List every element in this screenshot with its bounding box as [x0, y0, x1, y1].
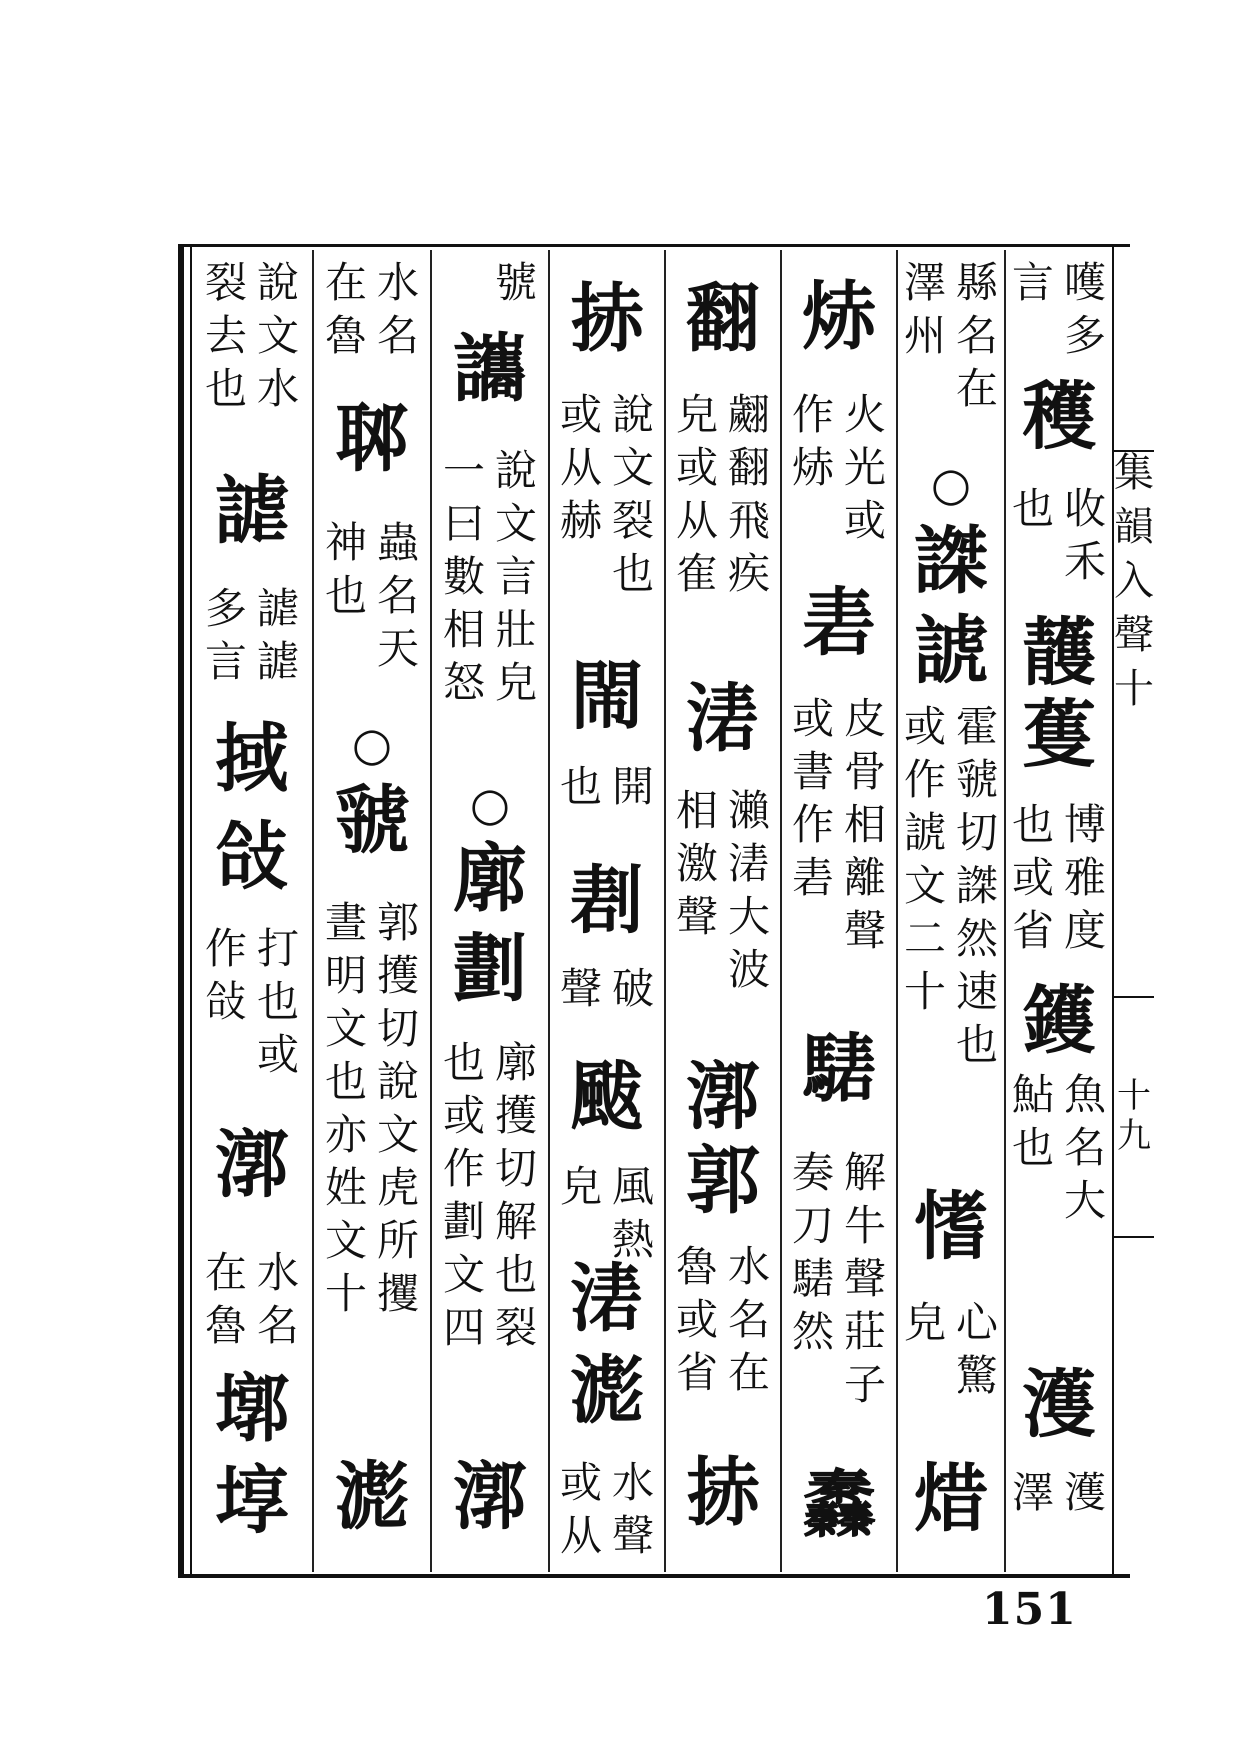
- gloss: [432, 256, 548, 309]
- gloss-line: 皃或从隺: [675, 390, 718, 598]
- headword: 剨: [570, 858, 644, 944]
- gloss-line: 神也: [324, 518, 367, 620]
- headword: 讗: [453, 326, 527, 412]
- headword: 湱: [570, 1256, 644, 1342]
- gloss-line: 作敆: [204, 924, 247, 1026]
- gloss-line: 博雅度: [1063, 800, 1106, 955]
- gloss-line: [440, 256, 488, 309]
- text-column-2: [898, 256, 1004, 1566]
- gloss-line: 也: [559, 762, 602, 811]
- gloss-line: 霍虢切謋然速也: [955, 702, 998, 1069]
- gloss-line: 一曰數相怒: [442, 446, 485, 707]
- gloss: [550, 1160, 664, 1266]
- text-column-6: [432, 256, 548, 1566]
- headword: 鑊: [1022, 978, 1096, 1064]
- gloss-line: 廓擭切解也裂: [494, 1038, 537, 1352]
- gloss-line: 鮎也: [1011, 1070, 1054, 1172]
- headword: 濩: [1022, 1362, 1096, 1448]
- margin-tick: [1114, 996, 1154, 998]
- gloss-line: 解牛聲莊子: [843, 1148, 886, 1409]
- section-circle: ○: [469, 777, 511, 831]
- gloss-line: 說文水: [256, 258, 299, 413]
- gloss-line: 魯或省: [675, 1242, 718, 1397]
- gloss-line: 瀨湱大波: [727, 786, 770, 994]
- headword: 䆐: [802, 1462, 876, 1548]
- gloss-line: 開: [611, 762, 654, 811]
- gloss-line: 澤州: [903, 258, 946, 360]
- headword: 敆: [215, 814, 289, 900]
- gloss-line: 水名在: [727, 1242, 770, 1397]
- headword: 捇: [570, 276, 644, 362]
- gloss-line: 心驚: [955, 1298, 998, 1400]
- gloss-line: 或作諕文二十: [903, 702, 946, 1016]
- gloss: [782, 692, 896, 957]
- gloss-line: 皃: [903, 1298, 946, 1347]
- gloss-line: 郭擭切說文虎所攫: [376, 898, 419, 1318]
- gloss-line: 打也或: [256, 924, 299, 1079]
- gloss-line: 蟲名天: [376, 518, 419, 673]
- headword: 焃: [802, 274, 876, 360]
- headword: 閙: [570, 654, 644, 740]
- section-circle: ○: [930, 457, 972, 511]
- gloss-line: 奏刀騞然: [791, 1148, 834, 1356]
- headword: 捇: [686, 1450, 760, 1536]
- gloss: [194, 1246, 310, 1352]
- gloss-line: 聲: [559, 964, 602, 1013]
- text-column-5: [550, 256, 664, 1566]
- gloss-line: 火光或: [843, 390, 886, 545]
- text-column-8: [194, 256, 310, 1566]
- gloss-line: 皮骨相離聲: [843, 694, 886, 955]
- headword: 漷: [215, 1122, 289, 1208]
- headword: 郰: [335, 396, 409, 482]
- text-column-7: [314, 256, 430, 1566]
- gloss: [194, 256, 310, 415]
- headword: 諕: [914, 608, 988, 694]
- headword: 謋: [914, 518, 988, 604]
- gloss: [314, 516, 430, 675]
- gloss: [1006, 1466, 1112, 1519]
- gloss-line: 也或省: [1011, 800, 1054, 955]
- gloss: [782, 1146, 896, 1411]
- headword: 滮: [335, 1454, 409, 1540]
- gloss-line: 或从: [559, 1458, 602, 1560]
- gloss: [666, 1240, 780, 1399]
- headword: 焟: [914, 1456, 988, 1542]
- gloss: [898, 256, 1004, 415]
- headword: 漷: [686, 1054, 760, 1140]
- gloss: [550, 962, 664, 1015]
- margin-tick: [1114, 1236, 1154, 1238]
- gloss-line: 水聲: [611, 1458, 654, 1560]
- headword: 劃: [453, 926, 527, 1012]
- gloss-line: 魚名大: [1063, 1070, 1106, 1225]
- gloss-line: 收禾: [1063, 484, 1106, 586]
- gloss-line: 破: [611, 964, 654, 1013]
- gloss: [666, 388, 780, 600]
- section-circle: ○: [351, 717, 393, 771]
- gloss: [1006, 1068, 1112, 1227]
- gloss-line: 相激聲: [675, 786, 718, 941]
- headword: 騞: [802, 1026, 876, 1112]
- gloss-line: 在魯: [324, 258, 367, 360]
- gloss-line: 風熱: [611, 1162, 654, 1264]
- gloss: [314, 256, 430, 362]
- headword: 湱: [686, 676, 760, 762]
- gloss-line: 或書作砉: [791, 694, 834, 902]
- gloss-line: 或从赫: [559, 390, 602, 545]
- headword: 墎: [215, 1366, 289, 1452]
- gloss: [314, 896, 430, 1320]
- gloss-line: 在魯: [204, 1248, 247, 1350]
- headword: 蒦: [1022, 692, 1096, 778]
- gloss: [194, 922, 310, 1081]
- text-column-1: [1006, 256, 1112, 1566]
- gloss-line: 也或作劃文四: [442, 1038, 485, 1352]
- gloss-line: 多言: [204, 584, 247, 686]
- gloss: [550, 1456, 664, 1562]
- headword: 䨼: [1022, 610, 1096, 696]
- gloss-line: 說文言壯皃: [494, 446, 537, 707]
- gloss-line: 水名: [376, 258, 419, 360]
- gloss-line: 言: [1011, 258, 1054, 307]
- gloss-line: 也: [1011, 484, 1054, 533]
- page-number: 151: [982, 1584, 1077, 1635]
- headword: 謔: [215, 468, 289, 554]
- text-column-3: [782, 256, 896, 1566]
- gloss-line: 晝明文也亦姓文十: [324, 898, 367, 1318]
- gloss-line: 說文裂也: [611, 390, 654, 598]
- headword: 砉: [802, 580, 876, 666]
- gloss-line: 水名: [256, 1248, 299, 1350]
- headword: 郭: [686, 1138, 760, 1224]
- gloss: [666, 784, 780, 996]
- headword: 滮: [570, 1348, 644, 1434]
- section-number: 十九: [1117, 1076, 1151, 1156]
- text-column-4: [666, 256, 780, 1566]
- headword: 掝: [215, 716, 289, 802]
- gloss: [1006, 256, 1112, 362]
- gloss: [432, 1036, 548, 1354]
- headword: 廓: [453, 836, 527, 922]
- gloss: [898, 700, 1004, 1071]
- gloss: [1006, 798, 1112, 957]
- headword: 愭: [914, 1184, 988, 1270]
- book-title: 集韻入聲十: [1114, 450, 1154, 712]
- gloss-line: 澤: [1011, 1468, 1054, 1517]
- gloss: [898, 1296, 1004, 1402]
- gloss: [432, 444, 548, 709]
- headword: 虢: [335, 778, 409, 864]
- gloss: [1006, 482, 1112, 588]
- margin-strip: [1114, 256, 1154, 1566]
- gloss: [550, 388, 664, 600]
- gloss-line: 謔謔: [256, 584, 299, 686]
- gloss-line: 翽翻飛疾: [727, 390, 770, 598]
- gloss-line: 號: [494, 258, 537, 307]
- gloss-line: 縣名在: [955, 258, 998, 413]
- headword: 埻: [215, 1458, 289, 1544]
- gloss-line: 嚄多: [1063, 258, 1106, 360]
- headword: 漷: [453, 1454, 527, 1540]
- gloss-line: 裂去也: [204, 258, 247, 413]
- gloss-line: 濩: [1063, 1468, 1106, 1517]
- headword: 翻: [686, 276, 760, 362]
- frame-inner-left-rule: [190, 244, 192, 1578]
- gloss: [782, 388, 896, 547]
- headword: 穫: [1022, 374, 1096, 460]
- gloss-line: 皃: [559, 1162, 602, 1211]
- gloss: [194, 582, 310, 688]
- headword: 颰: [570, 1054, 644, 1140]
- gloss-line: 作焃: [791, 390, 834, 492]
- gloss: [550, 760, 664, 813]
